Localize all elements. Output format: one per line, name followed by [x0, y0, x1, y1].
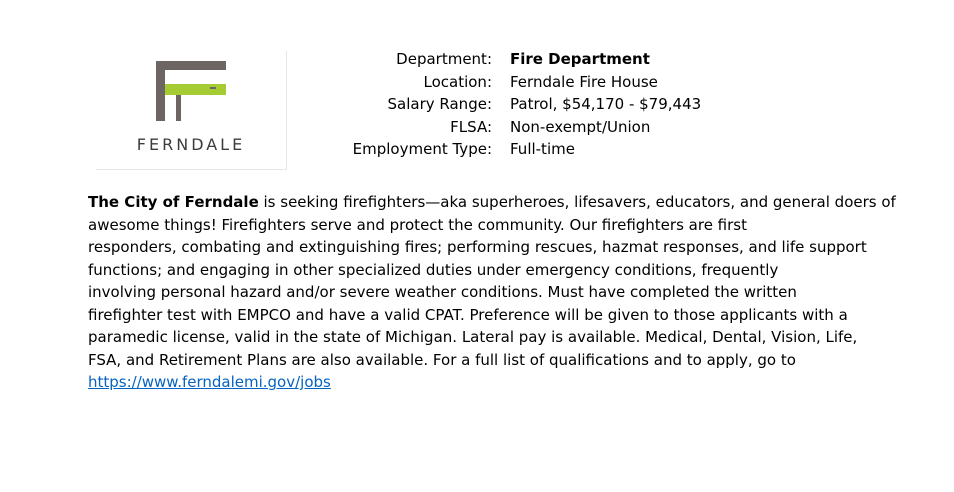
detail-label: Department: — [396, 50, 492, 68]
job-details — [330, 48, 701, 161]
description-line: FSA, and Retirement Plans are also available. For a full list of qualifications and to apply, go to — [88, 350, 796, 369]
description-line — [88, 371, 888, 394]
logo-inner-post — [176, 95, 181, 121]
detail-label: Location: — [423, 72, 492, 91]
description-line — [88, 191, 896, 214]
detail-value: Fire Department — [510, 50, 650, 68]
detail-row-department — [330, 48, 701, 71]
detail-row-employment-type — [330, 138, 701, 161]
detail-value: Patrol, $54,170 - $79,443 — [510, 95, 702, 114]
detail-value: Full-time — [510, 140, 575, 159]
description-line: paramedic license, valid in the state of Michigan. Lateral pay is available. Medical, Dental, Vision, Life, — [88, 328, 858, 346]
description-lead: The City of Ferndale — [88, 193, 259, 211]
description-line: involving personal hazard and/or severe weather conditions. Must have completed the written — [88, 283, 797, 301]
description-line: firefighter test with EMPCO and have a valid CPAT. Preference will be given to those applicants with a — [88, 305, 848, 324]
logo-accent-bar — [165, 84, 226, 95]
logo-detail — [210, 87, 216, 89]
description-line: responders, combating and extinguishing fires; performing rescues, hazmat responses, and life support — [88, 238, 867, 256]
job-description — [88, 191, 896, 394]
detail-value: Non-exempt/Union — [510, 117, 651, 136]
detail-row-salary — [330, 93, 701, 116]
ferndale-logo — [96, 51, 287, 170]
logo-wordmark: FERNDALE — [136, 135, 246, 154]
jobs-link[interactable]: https://www.ferndalemi.gov/jobs — [88, 373, 331, 391]
description-line: awesome things! Firefighters serve and protect the community. Our firefighters are first — [88, 215, 747, 234]
logo-frame-top — [156, 61, 226, 70]
detail-label: Employment Type: — [352, 140, 492, 159]
description-text: is seeking firefighters—aka superheroes, lifesavers, educators, and general doers of — [258, 193, 896, 211]
description-line: functions; and engaging in other specialized duties under emergency conditions, frequently — [88, 260, 779, 279]
detail-label: Salary Range: — [387, 95, 492, 114]
detail-row-location — [330, 71, 701, 94]
detail-value: Ferndale Fire House — [510, 72, 658, 91]
logo-frame-left — [156, 61, 165, 121]
detail-label: FLSA: — [450, 117, 492, 136]
detail-row-flsa — [330, 116, 701, 139]
